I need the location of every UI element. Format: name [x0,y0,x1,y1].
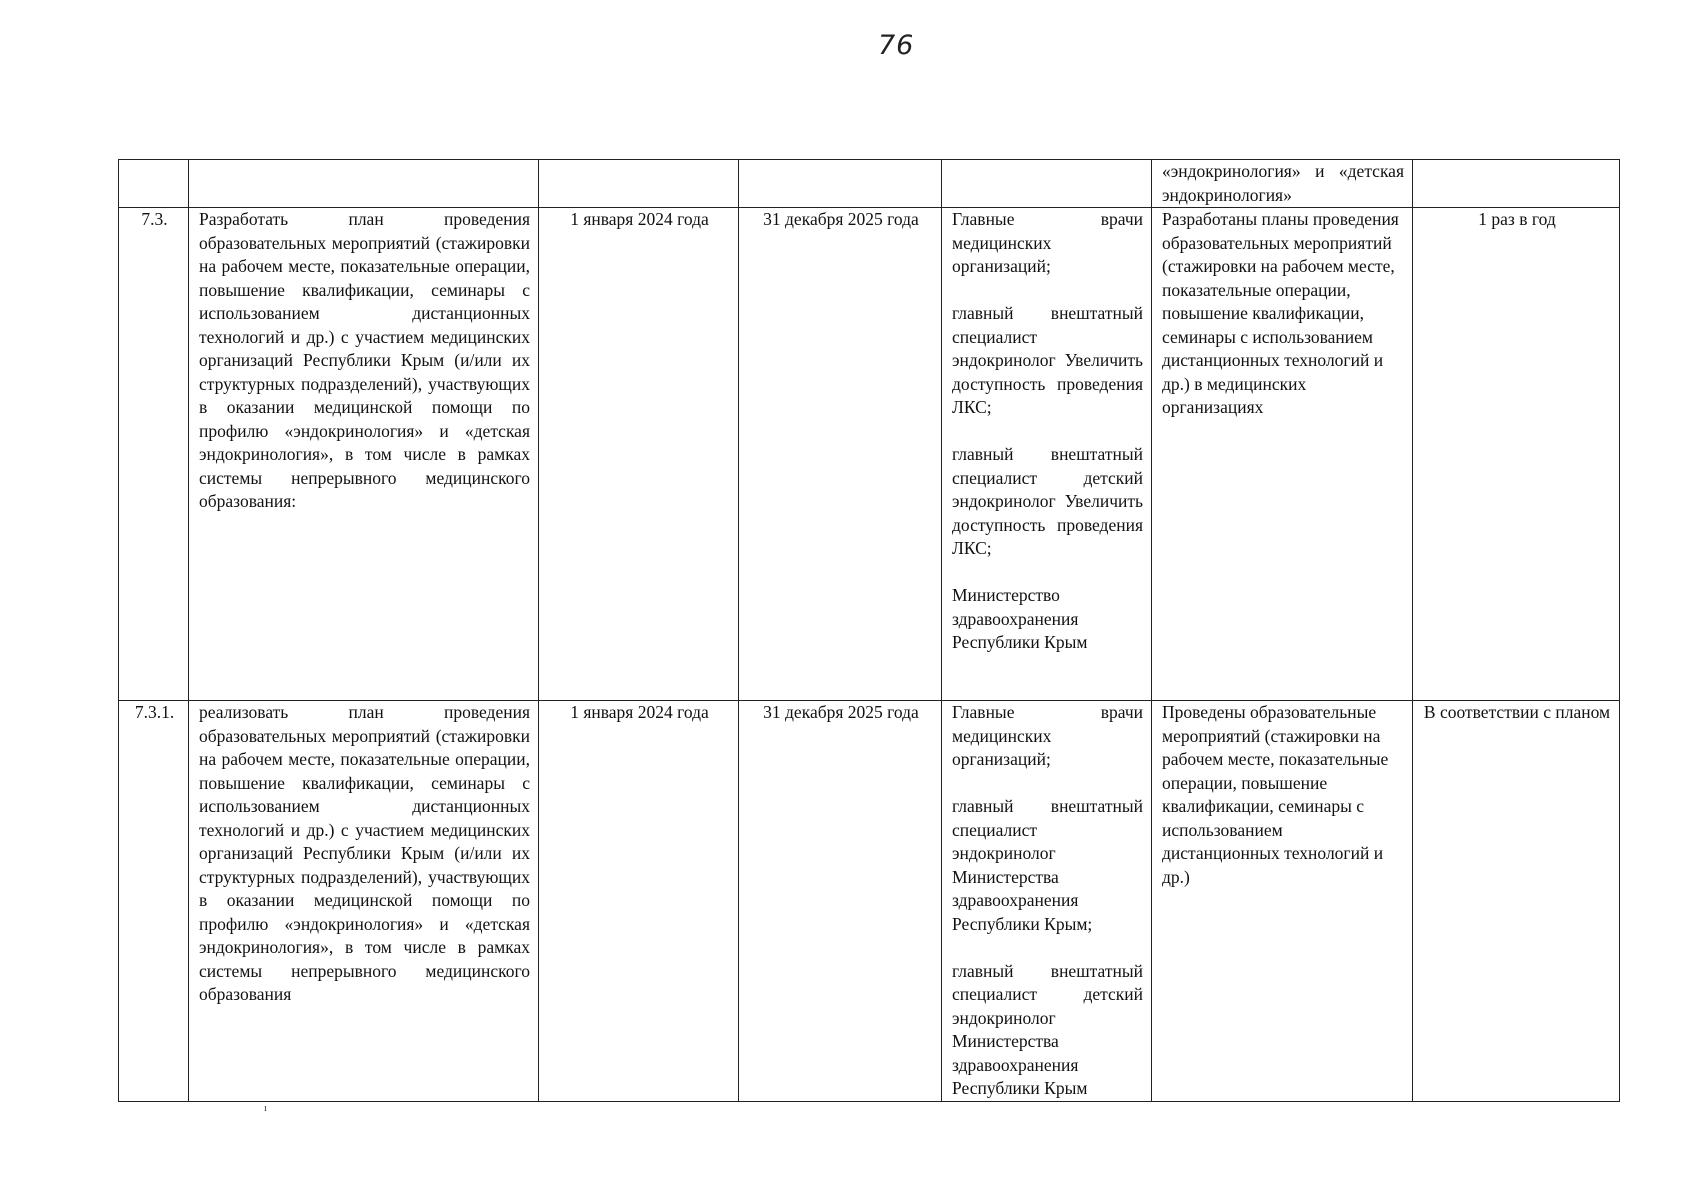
responsible-entry: Министерство здравоохранения Республики Крым [952,585,1088,652]
responsible-entry: Главные врачи медицинских организаций; [952,702,1143,769]
item-number-cell [119,160,189,208]
table-row [119,701,1620,1102]
action-cell [189,160,539,208]
responsible-cell [942,208,1152,701]
item-number-cell: 7.3.1. [119,701,189,1102]
responsible-entry: главный внештатный специалист эндокринолог Увеличить доступность проведения ЛКС; [952,303,1143,417]
page-number: 76 [878,30,915,61]
start-date-cell: 1 января 2024 года [539,701,739,1102]
action-cell: реализовать план проведения образовательных мероприятий (стажировки на рабочем месте, показательные операции, повышение квалификации, семинары с использованием дистанционных технологий и др.) с участием медицинских организаций Республики Крым (и/или их структурных подразделений), участвующих в оказании медицинской помощи по профилю «эндокринология» и «детская эндокринология», в том числе в рамках системы непрерывного медицинского образования [189,701,539,1102]
end-date-cell: 31 декабря 2025 года [739,701,942,1102]
end-date-cell: 31 декабря 2025 года [739,208,942,701]
responsible-entry: Главные врачи медицинских организаций; [952,209,1143,276]
responsible-entry: главный внештатный специалист детский эндокринолог Увеличить доступность проведения ЛКС; [952,444,1143,558]
start-date-cell: 1 января 2024 года [539,208,739,701]
scan-mark: ı [264,1103,267,1114]
result-cell: Проведены образовательные мероприятий (стажировки на рабочем месте, показательные операции, повышение квалификации, семинары с использованием дистанционных технологий и др.) [1152,701,1413,1102]
frequency-cell [1413,160,1620,208]
result-cell: Разработаны планы проведения образовательных мероприятий (стажировки на рабочем месте, показательные операции, повышение квалификации, семинары с использованием дистанционных технологий и др.) в медицинских организациях [1152,208,1413,701]
frequency-cell: 1 раз в год [1413,208,1620,701]
result-cell: «эндокринология» и «детская эндокринология» [1152,160,1413,208]
responsible-cell [942,160,1152,208]
responsible-cell [942,701,1152,1102]
responsible-entry: главный внештатный специалист эндокринолог Министерства здравоохранения Республики Крым; [952,796,1143,934]
action-cell: Разработать план проведения образовательных мероприятий (стажировки на рабочем месте, показательные операции, повышение квалификации, семинары с использованием дистанционных технологий и др.) с участием медицинских организаций Республики Крым (и/или их структурных подразделений), участвующих в оказании медицинской помощи по профилю «эндокринология» и «детская эндокринология», в том числе в рамках системы непрерывного медицинского образования: [189,208,539,701]
action-plan-table [118,159,1620,1102]
table-row [119,208,1620,701]
end-date-cell [739,160,942,208]
item-number-cell: 7.3. [119,208,189,701]
start-date-cell [539,160,739,208]
frequency-cell: В соответствии с планом [1413,701,1620,1102]
table-row [119,160,1620,208]
responsible-entry: главный внештатный специалист детский эндокринолог Министерства здравоохранения Республики Крым [952,960,1143,1098]
